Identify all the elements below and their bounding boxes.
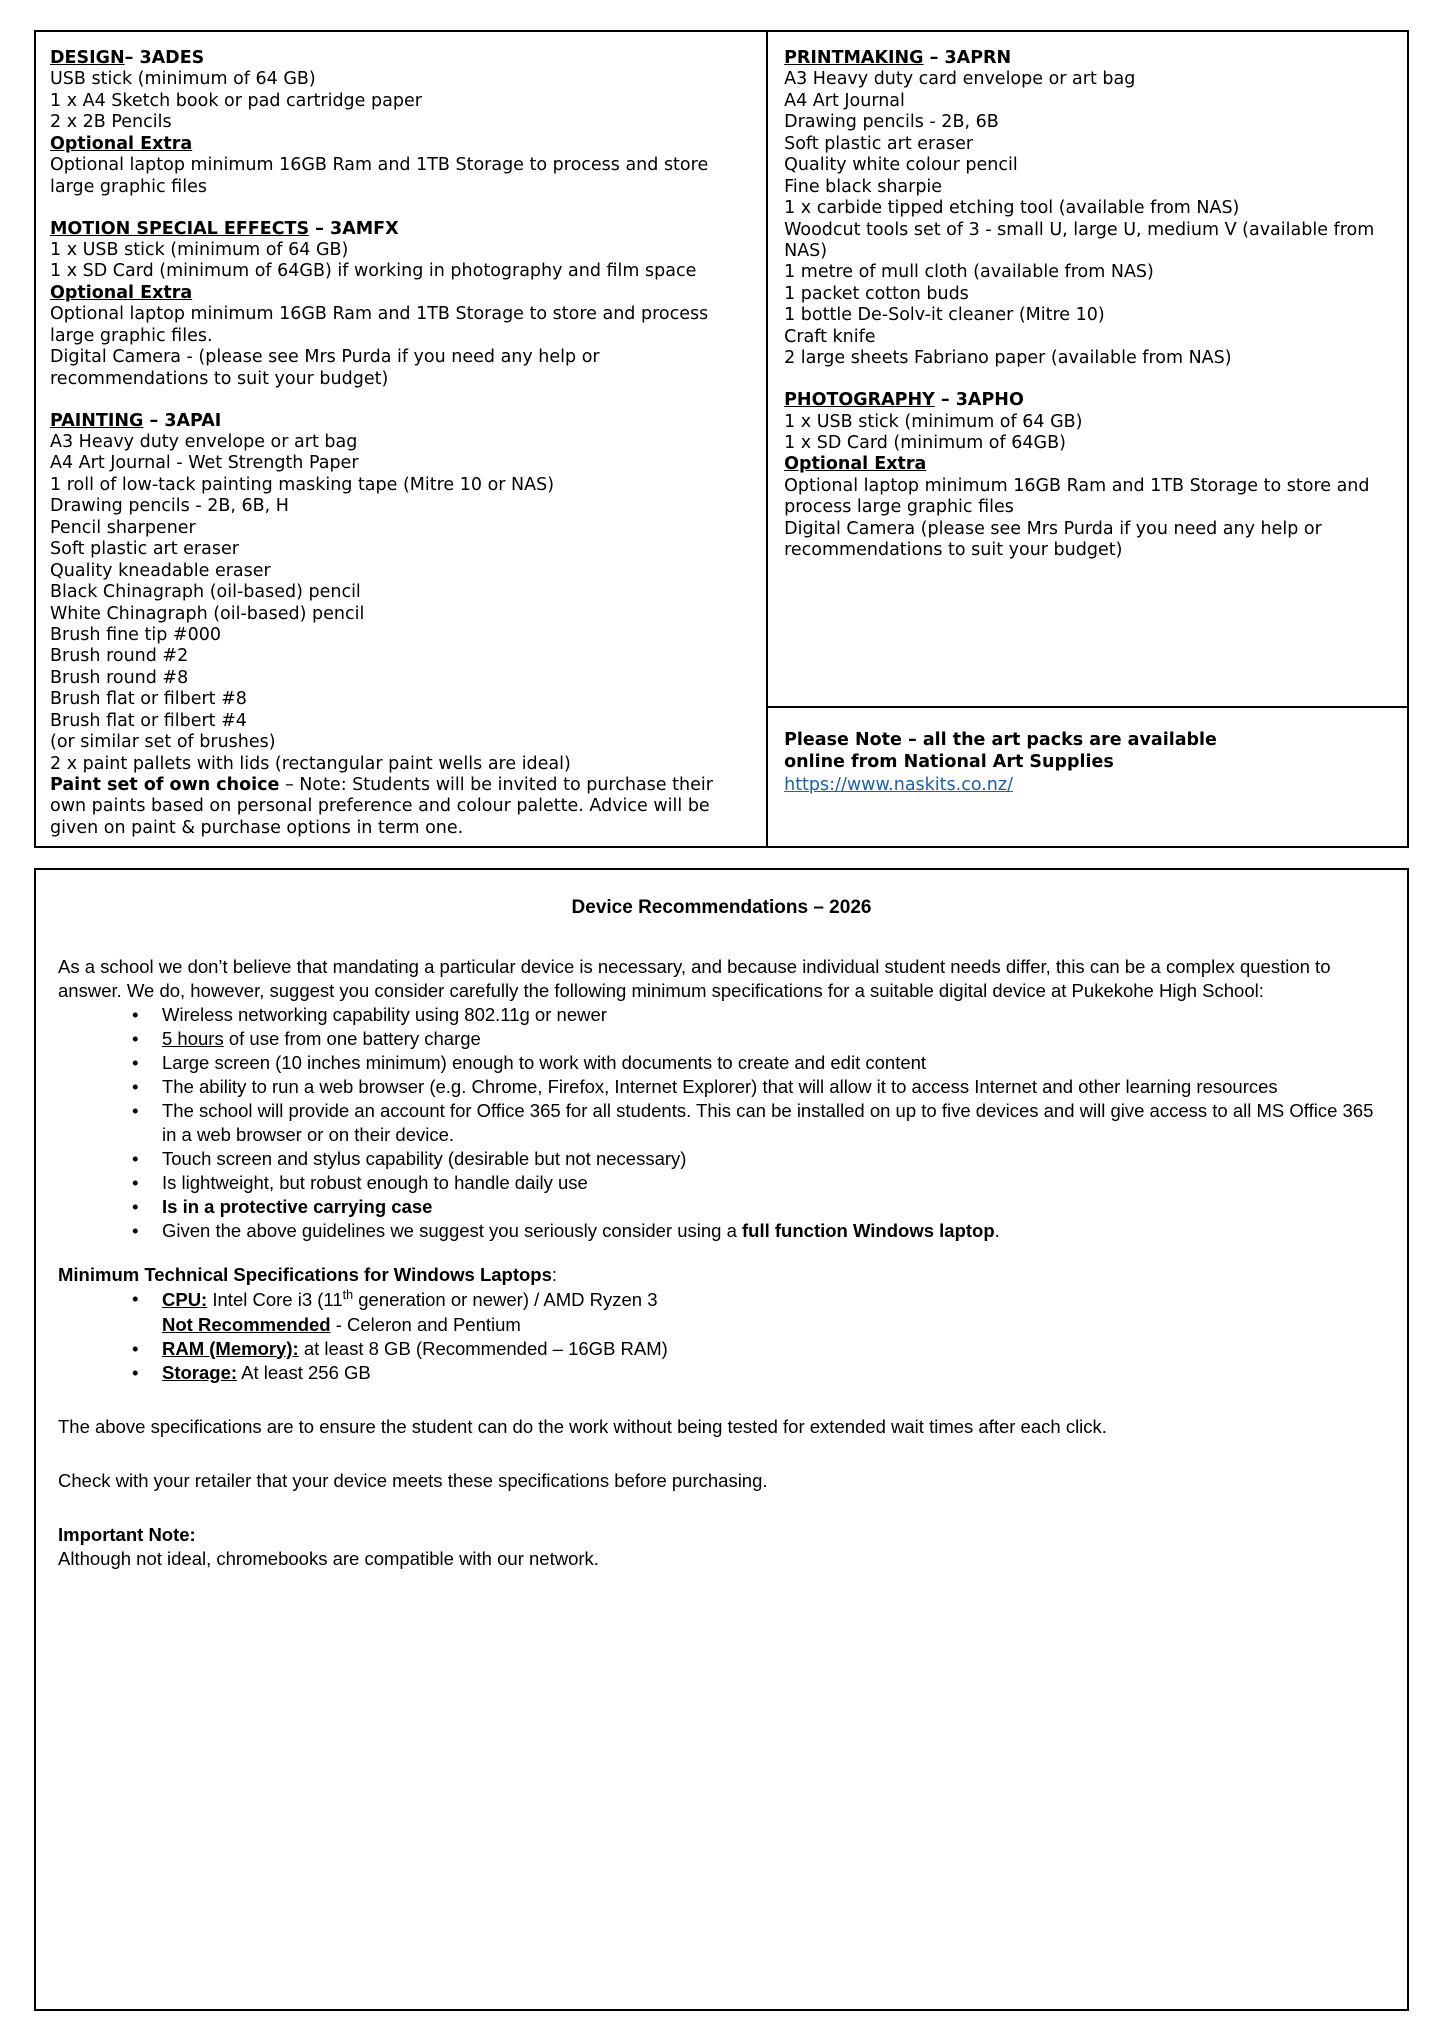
list-item: [160, 1219, 1385, 1243]
bullet-text: The ability to run a web browser (e.g. Chrome, Firefox, Internet Explorer) that will allow it to access Internet and other learning resources: [162, 1075, 1278, 1097]
list-item: 1 x SD Card (minimum of 64GB): [784, 432, 1066, 453]
section-gap: [50, 390, 752, 411]
important-note-heading: Important Note:: [58, 1523, 196, 1545]
device-specs-list: [58, 1287, 1385, 1312]
section-heading-printmaking: [784, 48, 1391, 69]
section-heading-photography-code: – 3APHO: [934, 390, 1024, 411]
list-item: Optional laptop minimum 16GB Ram and 1TB Storage to store and process large graphic files.: [50, 304, 714, 346]
list-item: (or similar set of brushes): [50, 732, 276, 753]
list-item: [160, 1147, 1385, 1171]
list-item: Black Chinagraph (oil-based) pencil: [50, 582, 361, 603]
device-recommendations-title: Device Recommendations – 2026: [571, 897, 872, 918]
spec-value-cpu-pre: Intel Core i3 (11: [207, 1289, 343, 1311]
spec-superscript: th: [342, 1288, 354, 1303]
list-item: Digital Camera - (please see Mrs Purda if you need any help or recommendations to suit your budget): [50, 347, 606, 389]
section-heading-design-code: – 3ADES: [124, 48, 205, 68]
art-packs-left-column: [36, 32, 768, 846]
specs-heading-tail: :: [551, 1264, 558, 1286]
list-item: A3 Heavy duty envelope or art bag: [50, 432, 358, 452]
bullet-text: of use from one battery charge: [223, 1027, 481, 1049]
list-item: [160, 1171, 1385, 1195]
list-item: 2 x paint pallets with lids (rectangular paint wells are ideal): [50, 753, 571, 774]
bullet-bold-text: Is in a protective carrying case: [162, 1196, 433, 1218]
list-item: Brush flat or filbert #8: [50, 689, 247, 710]
list-item: Optional laptop minimum 16GB Ram and 1TB Storage to store and process large graphic files: [784, 475, 1376, 518]
list-item: Brush flat or filbert #4: [50, 710, 247, 731]
paint-set-note-rest: – Note: Students will be invited to purchase their own paints based on personal preference and colour palette. Advice will be given on paint & purchase options in term one.: [50, 775, 719, 838]
spec-label-ram: RAM (Memory):: [162, 1337, 299, 1359]
list-item: Craft knife: [784, 326, 876, 347]
spec-label-storage: Storage:: [162, 1361, 238, 1383]
list-item: Quality white colour pencil: [784, 155, 1018, 176]
section-heading-photography-main: PHOTOGRAPHY: [784, 390, 935, 411]
list-item: A3 Heavy duty card envelope or art bag: [784, 69, 1136, 90]
please-note-line-1: Please Note – all the art packs are available: [784, 730, 1217, 750]
spec-value-ram: at least 8 GB (Recommended – 16GB RAM): [298, 1337, 668, 1359]
section-heading-photography: [784, 390, 1391, 411]
art-section-printmaking: [784, 48, 1391, 370]
list-item: 2 x 2B Pencils: [50, 112, 172, 133]
list-item: 1 bottle De-Solv-it cleaner (Mitre 10): [784, 305, 1105, 326]
list-item: Optional laptop minimum 16GB Ram and 1TB Storage to process and store large graphic files: [50, 155, 714, 197]
bullet-text: Is lightweight, but robust enough to handle daily use: [162, 1172, 588, 1194]
art-packs-right-top: [768, 32, 1407, 708]
spec-label-cpu: CPU:: [162, 1289, 208, 1311]
list-item: [160, 1195, 1385, 1219]
spec-value-storage: At least 256 GB: [237, 1361, 371, 1383]
list-item: Drawing pencils - 2B, 6B: [784, 112, 999, 133]
list-item: Soft plastic art eraser: [50, 539, 239, 560]
list-item: A4 Art Journal: [784, 90, 905, 111]
list-item: 1 x A4 Sketch book or pad cartridge paper: [50, 90, 422, 111]
art-packs-right-column: [768, 32, 1407, 846]
section-heading-painting: [50, 411, 752, 432]
section-heading-motion: [50, 219, 752, 240]
section-heading-motion-main: MOTION SPECIAL EFFECTS: [50, 218, 310, 239]
section-gap: [784, 370, 1391, 391]
list-item: 1 x USB stick (minimum of 64 GB): [50, 240, 349, 260]
device-recommendations-box: [34, 868, 1409, 2011]
section-heading-painting-code: – 3APAI: [143, 410, 222, 431]
list-item: Quality kneadable eraser: [50, 560, 271, 581]
list-item: [160, 1337, 1385, 1361]
list-item: 1 packet cotton buds: [784, 283, 969, 304]
list-item: Brush round #2: [50, 646, 189, 667]
list-item: Pencil sharpener: [50, 517, 196, 538]
device-requirements-list: [58, 1003, 1385, 1243]
specs-heading-bold: Minimum Technical Specifications for Windows Laptops: [58, 1264, 552, 1286]
list-item: [160, 1287, 1385, 1312]
list-item: 1 metre of mull cloth (available from NAS): [784, 262, 1154, 283]
art-section-motion-special-effects: [50, 219, 752, 391]
section-heading-painting-main: PAINTING: [50, 410, 144, 431]
list-item: White Chinagraph (oil-based) pencil: [50, 603, 365, 624]
art-section-painting: [50, 411, 752, 840]
bullet-text: Touch screen and stylus capability (desirable but not necessary): [162, 1148, 687, 1170]
list-item: 1 roll of low-tack painting masking tape (Mitre 10 or NAS): [50, 474, 555, 495]
list-item: Soft plastic art eraser: [784, 133, 974, 154]
section-heading-design-main: DESIGN: [50, 48, 125, 68]
list-item: [160, 1051, 1385, 1075]
spec-value-cpu-post: generation or newer) / AMD Ryzen 3: [353, 1289, 658, 1311]
please-note-line-2: online from National Art Supplies: [784, 751, 1114, 772]
art-section-photography: [784, 390, 1391, 562]
spec-not-recommended-label: Not Recommended: [162, 1313, 331, 1335]
list-item: A4 Art Journal - Wet Strength Paper: [50, 453, 359, 474]
bullet-text: Given the above guidelines we suggest you seriously consider using a: [162, 1220, 743, 1242]
list-item: [160, 1075, 1385, 1099]
optional-extra-label: Optional Extra: [50, 282, 193, 303]
spacer: [58, 1385, 1385, 1415]
specs-heading: [58, 1263, 1385, 1287]
list-item: [160, 1027, 1385, 1051]
list-item: Brush fine tip #000: [50, 624, 221, 645]
spec-not-recommended: [58, 1313, 1385, 1337]
bullet-text: Large screen (10 inches minimum) enough to work with documents to create and edit content: [162, 1051, 927, 1073]
list-item: [160, 1361, 1385, 1385]
national-art-supplies-link[interactable]: https://www.naskits.co.nz/: [784, 774, 1013, 795]
art-packs-table: [34, 30, 1409, 848]
spacer: [58, 1243, 1385, 1263]
list-item: 2 large sheets Fabriano paper (available from NAS): [784, 348, 1232, 369]
device-intro-paragraph: As a school we don’t believe that mandating a particular device is necessary, and because individual student needs differ, this can be a complex question to answer. We do, however, suggest you consider carefully the following minimum specifications for a suitable digital device at Pukekohe High School:: [58, 955, 1331, 1001]
list-item: [160, 1003, 1385, 1027]
section-heading-motion-code: – 3AMFX: [309, 218, 399, 239]
optional-extra-label: Optional Extra: [784, 454, 927, 475]
device-specs-list-continued: [58, 1337, 1385, 1385]
list-item: 1 x carbide tipped etching tool (available from NAS): [784, 198, 1240, 219]
paint-set-note-bold: Paint set of own choice: [50, 775, 280, 795]
list-item: 1 x USB stick (minimum of 64 GB): [784, 411, 1083, 432]
list-item: 1 x SD Card (minimum of 64GB) if working in photography and film space: [50, 261, 697, 282]
section-heading-design: [50, 48, 752, 69]
list-item: USB stick (minimum of 64 GB): [50, 69, 316, 90]
bullet-text: The school will provide an account for Office 365 for all students. This can be installed on up to five devices and will give access to all MS Office 365 in a web browser or on their device.: [162, 1099, 1374, 1146]
section-heading-printmaking-code: – 3APRN: [923, 48, 1012, 68]
list-item: Brush round #8: [50, 667, 189, 688]
list-item: Woodcut tools set of 3 - small U, large U, medium V (available from NAS): [784, 219, 1380, 261]
bullet-text: Wireless networking capability using 802.11g or newer: [162, 1003, 607, 1025]
spacer: [58, 1439, 1385, 1469]
list-item: Digital Camera (please see Mrs Purda if you need any help or recommendations to suit your budget): [784, 518, 1328, 561]
list-item: Drawing pencils - 2B, 6B, H: [50, 496, 289, 517]
bullet-bold-suffix: full function Windows laptop: [742, 1220, 995, 1242]
art-section-design: [50, 48, 752, 198]
closing-paragraph-1: The above specifications are to ensure the student can do the work without being tested for extended wait times after each click.: [58, 1415, 1107, 1437]
bullet-underlined-prefix: 5 hours: [162, 1027, 224, 1049]
bullet-tail: .: [994, 1220, 1000, 1242]
list-item: Fine black sharpie: [784, 176, 943, 197]
optional-extra-label: Optional Extra: [50, 133, 193, 154]
section-heading-printmaking-main: PRINTMAKING: [784, 48, 924, 68]
spacer: [58, 1493, 1385, 1523]
please-note-cell: [768, 708, 1407, 846]
section-gap: [50, 198, 752, 219]
paint-set-note: [50, 775, 752, 839]
list-item: [160, 1099, 1385, 1147]
closing-paragraph-2: Check with your retailer that your device meets these specifications before purchasing.: [58, 1469, 768, 1491]
important-note-text: Although not ideal, chromebooks are compatible with our network.: [58, 1547, 599, 1569]
spec-not-recommended-value: - Celeron and Pentium: [330, 1313, 521, 1335]
